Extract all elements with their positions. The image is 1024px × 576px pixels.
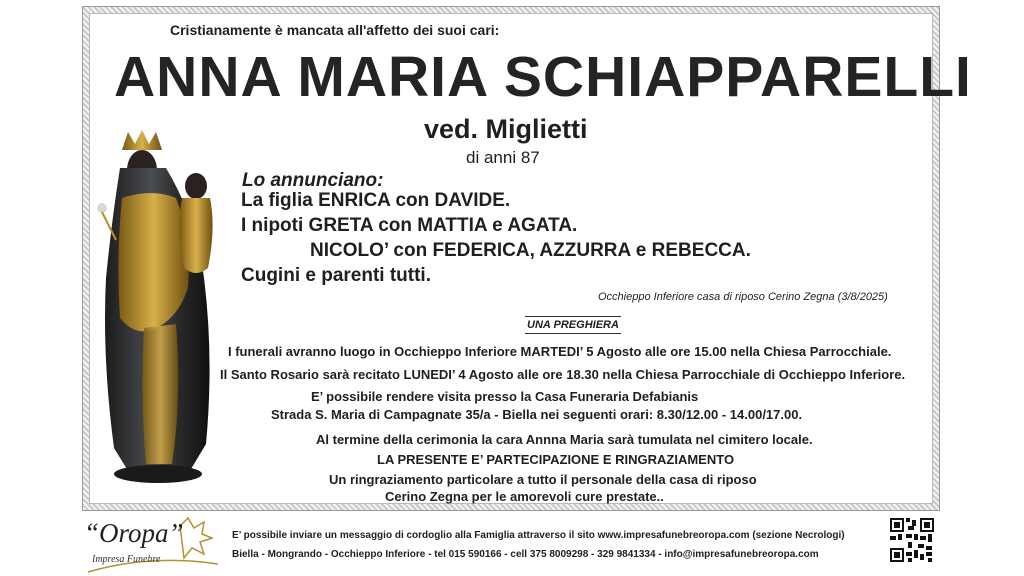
family-line: NICOLO’ con FEDERICA, AZZURRA e REBECCA. bbox=[310, 240, 751, 261]
detail-participation: LA PRESENTE E’ PARTECIPAZIONE E RINGRAZIAMENTO bbox=[377, 452, 735, 467]
family-line: La figlia ENRICA con DAVIDE. bbox=[241, 190, 511, 211]
logo-sub: Impresa Funebre bbox=[92, 554, 161, 565]
family-line: Cugini e parenti tutti. bbox=[241, 265, 431, 286]
family-line: I nipoti GRETA con MATTIA e AGATA. bbox=[241, 215, 578, 236]
intro-text: Cristianamente è mancata all'affetto dei suoi cari: bbox=[170, 22, 500, 38]
place-date: Occhieppo Inferiore casa di riposo Cerino Zegna (3/8/2025) bbox=[598, 291, 888, 303]
detail-funeral: I funerali avranno luogo in Occhieppo Inferiore MARTEDI’ 5 Agosto alle ore 15.00 nella Chiesa Parrocchiale. bbox=[228, 344, 892, 359]
detail-address: Strada S. Maria di Campagnate 35/a - Biella nei seguenti orari: 8.30/12.00 - 14.00/17.00. bbox=[271, 407, 803, 422]
footer-contacts[interactable]: Biella - Mongrando - Occhieppo Inferiore - tel 015 590166 - cell 375 8009298 - 329 9841334 - info@impresafunebreoropa.com bbox=[232, 549, 819, 560]
announce-label: Lo annunciano: bbox=[242, 170, 384, 191]
qr-code-icon[interactable] bbox=[890, 518, 934, 562]
deceased-name: ANNA MARIA SCHIAPPARELLI bbox=[114, 45, 972, 109]
detail-burial: Al termine della cerimonia la cara Annna Maria sarà tumulata nel cimitero locale. bbox=[316, 432, 813, 447]
prayer-label: UNA PREGHIERA bbox=[525, 316, 621, 334]
age-text: di anni 87 bbox=[466, 148, 540, 167]
footer-message[interactable]: E’ possibile inviare un messaggio di cordoglio alla Famiglia attraverso il sito www.impresafunebreoropa.com (sezione Necrologi) bbox=[232, 530, 845, 541]
detail-thanks: Un ringraziamento particolare a tutto il personale della casa di riposo bbox=[329, 472, 757, 487]
madonna-statue-image bbox=[92, 128, 232, 490]
detail-visit: E’ possibile rendere visita presso la Casa Funeraria Defabianis bbox=[311, 389, 699, 404]
logo-name: “Oropa” bbox=[84, 518, 184, 548]
oropa-logo bbox=[80, 514, 222, 574]
detail-thanks-cont: Cerino Zegna per le amorevoli cure prestate.. bbox=[385, 489, 664, 504]
detail-rosary: Il Santo Rosario sarà recitato LUNEDI’ 4 Agosto alle ore 18.30 nella Chiesa Parrocchiale di Occhieppo Inferiore. bbox=[220, 367, 906, 382]
widow-of: ved. Miglietti bbox=[424, 114, 588, 144]
